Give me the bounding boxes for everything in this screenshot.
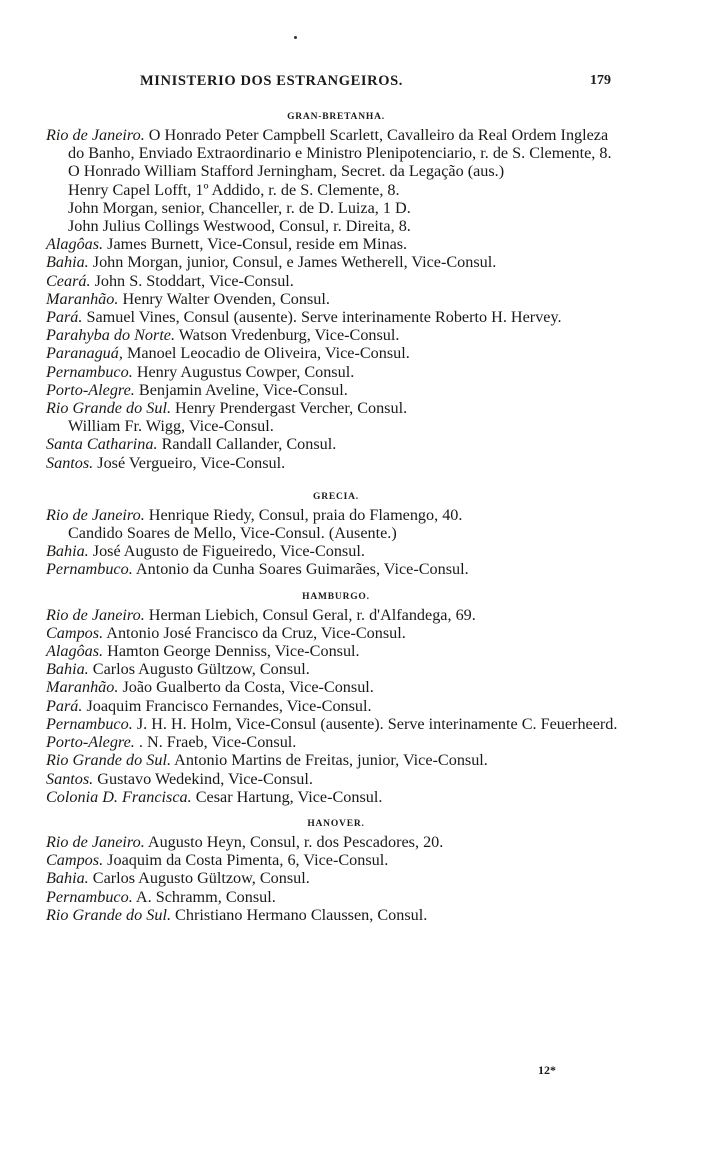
entry-text: Henry Walter Ovenden, Consul. xyxy=(118,289,330,308)
directory-entry xyxy=(46,435,626,453)
entry-text: James Burnett, Vice-Consul, reside em Minas. xyxy=(103,235,408,254)
entry-text: John Morgan, junior, Consul, e James Wetherell, Vice-Consul. xyxy=(88,253,497,272)
entry-place: Bahia. xyxy=(46,253,89,272)
directory-entry xyxy=(46,888,626,906)
directory-entry xyxy=(46,199,626,217)
entry-text: Henry Augustus Cowper, Consul. xyxy=(132,362,355,381)
directory-entry xyxy=(46,290,626,308)
directory-entry xyxy=(46,542,626,560)
directory-entry xyxy=(46,363,626,381)
directory-entry xyxy=(46,642,626,660)
entry-text: O Honrado Peter Campbell Scarlett, Cavalleiro da Real Ordem Ingleza do Banho, Enviado Extraordinario e Ministro Plenipotenciario, r. de S. Clemente, 8. xyxy=(68,126,613,163)
page-number: 179 xyxy=(590,73,611,88)
section-grecia xyxy=(46,506,626,579)
entry-text: Antonio Martins de Freitas, junior, Vice-Consul. xyxy=(171,751,488,770)
entry-text: Herman Liebich, Consul Geral, r. d'Alfandega, 69. xyxy=(144,605,476,624)
entry-text: Antonio da Cunha Soares Guimarães, Vice-Consul. xyxy=(132,560,469,579)
entry-place: Rio de Janeiro. xyxy=(46,505,145,524)
entry-place: Maranhão. xyxy=(46,678,119,697)
section-gran-bretanha xyxy=(46,126,626,472)
entry-text: Antonio José Francisco da Cruz, Vice-Consul. xyxy=(103,623,406,642)
entry-place: Bahia. xyxy=(46,869,89,888)
directory-entry xyxy=(46,660,626,678)
directory-entry xyxy=(46,833,626,851)
entry-place: Paranaguá, xyxy=(46,344,123,363)
entry-place: Campos. xyxy=(46,623,104,642)
directory-entry xyxy=(46,869,626,887)
section-heading-grecia: GRECIA. xyxy=(313,491,359,502)
entry-text: John Morgan, senior, Chanceller, r. de D. Luiza, 1 D. xyxy=(68,198,411,217)
entry-place: Pernambuco. xyxy=(46,714,133,733)
entry-text: Hamton George Denniss, Vice-Consul. xyxy=(103,642,360,661)
directory-entry xyxy=(46,162,626,180)
entry-place: Rio de Janeiro. xyxy=(46,126,145,144)
directory-entry xyxy=(46,344,626,362)
directory-entry xyxy=(46,524,626,542)
entry-text: Cesar Hartung, Vice-Consul. xyxy=(191,787,383,806)
entry-text: João Gualberto da Costa, Vice-Consul. xyxy=(118,678,374,697)
entry-text: J. H. H. Holm, Vice-Consul (ausente). Serve interinamente C. Feuerheerd. xyxy=(132,714,618,733)
directory-entry xyxy=(46,560,626,578)
entry-place: Rio Grande do Sul. xyxy=(46,905,171,924)
entry-place: Porto-Alegre. xyxy=(46,380,135,399)
section-heading-hamburgo: HAMBURGO. xyxy=(302,591,370,602)
entry-place: Rio de Janeiro. xyxy=(46,832,145,851)
directory-entry xyxy=(46,506,626,524)
entry-place: Pernambuco. xyxy=(46,362,133,381)
entry-place: Santa Catharina. xyxy=(46,435,158,454)
directory-entry xyxy=(46,308,626,326)
entry-text: Joaquim da Costa Pimenta, 6, Vice-Consul. xyxy=(103,851,389,870)
entry-text: Christiano Hermano Claussen, Consul. xyxy=(171,905,428,924)
directory-entry xyxy=(46,624,626,642)
directory-entry xyxy=(46,399,626,417)
entry-place: Colonia D. Francisca. xyxy=(46,787,192,806)
section-hanover xyxy=(46,833,626,924)
section-hamburgo xyxy=(46,606,626,806)
directory-entry xyxy=(46,606,626,624)
entry-place: Pernambuco. xyxy=(46,887,133,906)
entry-text: Joaquim Francisco Fernandes, Vice-Consul. xyxy=(82,696,372,715)
entry-text: Benjamin Aveline, Vice-Consul. xyxy=(134,380,348,399)
entry-text: John S. Stoddart, Vice-Consul. xyxy=(90,271,294,290)
entry-place: Rio de Janeiro. xyxy=(46,605,145,624)
directory-entry xyxy=(46,697,626,715)
entry-text: Candido Soares de Mello, Vice-Consul. (Ausente.) xyxy=(68,524,397,543)
entry-place: Rio Grande do Sul. xyxy=(46,399,171,418)
directory-entry xyxy=(46,235,626,253)
entry-text: . N. Fraeb, Vice-Consul. xyxy=(134,733,297,752)
entry-place: Bahia. xyxy=(46,542,89,561)
directory-entry xyxy=(46,126,626,162)
section-heading-hanover: HANOVER. xyxy=(307,818,365,829)
directory-entry xyxy=(46,851,626,869)
entry-place: Porto-Alegre. xyxy=(46,733,135,752)
entry-text: Henry Prendergast Vercher, Consul. xyxy=(171,399,408,418)
entry-place: Alagôas. xyxy=(46,235,104,254)
directory-entry xyxy=(46,770,626,788)
entry-text: O Honrado William Stafford Jerningham, Secret. da Legação (aus.) xyxy=(68,162,505,181)
directory-entry xyxy=(46,272,626,290)
signature-mark: 12* xyxy=(538,1063,556,1077)
entry-text: José Vergueiro, Vice-Consul. xyxy=(93,453,286,472)
entry-text: Carlos Augusto Gültzow, Consul. xyxy=(88,660,310,679)
entry-place: Rio Grande do Sul. xyxy=(46,751,171,770)
entry-place: Parahyba do Norte. xyxy=(46,326,176,345)
directory-entry xyxy=(46,751,626,769)
entry-text: John Julius Collings Westwood, Consul, r. Direita, 8. xyxy=(68,217,411,236)
directory-entry xyxy=(46,253,626,271)
entry-text: A. Schramm, Consul. xyxy=(132,887,276,906)
entry-text: Watson Vredenburg, Vice-Consul. xyxy=(175,326,400,345)
directory-entry xyxy=(46,417,626,435)
directory-entry xyxy=(46,381,626,399)
directory-entry xyxy=(46,733,626,751)
entry-text: William Fr. Wigg, Vice-Consul. xyxy=(68,417,274,436)
entry-text: Henrique Riedy, Consul, praia do Flamengo, 40. xyxy=(144,505,463,524)
entry-text: Samuel Vines, Consul (ausente). Serve interinamente Roberto H. Hervey. xyxy=(82,308,562,327)
directory-entry xyxy=(46,181,626,199)
entry-text: Randall Callander, Consul. xyxy=(157,435,337,454)
running-title: MINISTERIO DOS ESTRANGEIROS. xyxy=(140,73,403,89)
entry-text: Carlos Augusto Gültzow, Consul. xyxy=(88,869,310,888)
entry-text: Henry Capel Lofft, 1º Addido, r. de S. Clemente, 8. xyxy=(68,180,400,199)
entry-place: Bahia. xyxy=(46,660,89,679)
directory-entry xyxy=(46,454,626,472)
entry-text: Manoel Leocadio de Oliveira, Vice-Consul. xyxy=(122,344,410,363)
directory-entry xyxy=(46,217,626,235)
section-heading-gran-bretanha: GRAN-BRETANHA. xyxy=(287,112,385,122)
directory-entry xyxy=(46,715,626,733)
entry-text: Augusto Heyn, Consul, r. dos Pescadores, 20. xyxy=(144,832,444,851)
directory-entry xyxy=(46,788,626,806)
entry-text: Gustavo Wedekind, Vice-Consul. xyxy=(93,769,313,788)
entry-place: Santos. xyxy=(46,453,94,472)
entry-place: Campos. xyxy=(46,851,104,870)
entry-place: Pará. xyxy=(46,308,83,327)
entry-place: Pará. xyxy=(46,696,83,715)
page-body xyxy=(46,108,626,924)
running-head xyxy=(0,73,725,95)
entry-place: Maranhão. xyxy=(46,289,119,308)
ink-dot xyxy=(294,36,297,39)
directory-entry xyxy=(46,906,626,924)
entry-place: Pernambuco. xyxy=(46,560,133,579)
entry-text: José Augusto de Figueiredo, Vice-Consul. xyxy=(88,542,365,561)
directory-entry xyxy=(46,678,626,696)
entry-place: Alagôas. xyxy=(46,642,104,661)
entry-place: Santos. xyxy=(46,769,94,788)
directory-entry xyxy=(46,326,626,344)
entry-place: Ceará. xyxy=(46,271,91,290)
